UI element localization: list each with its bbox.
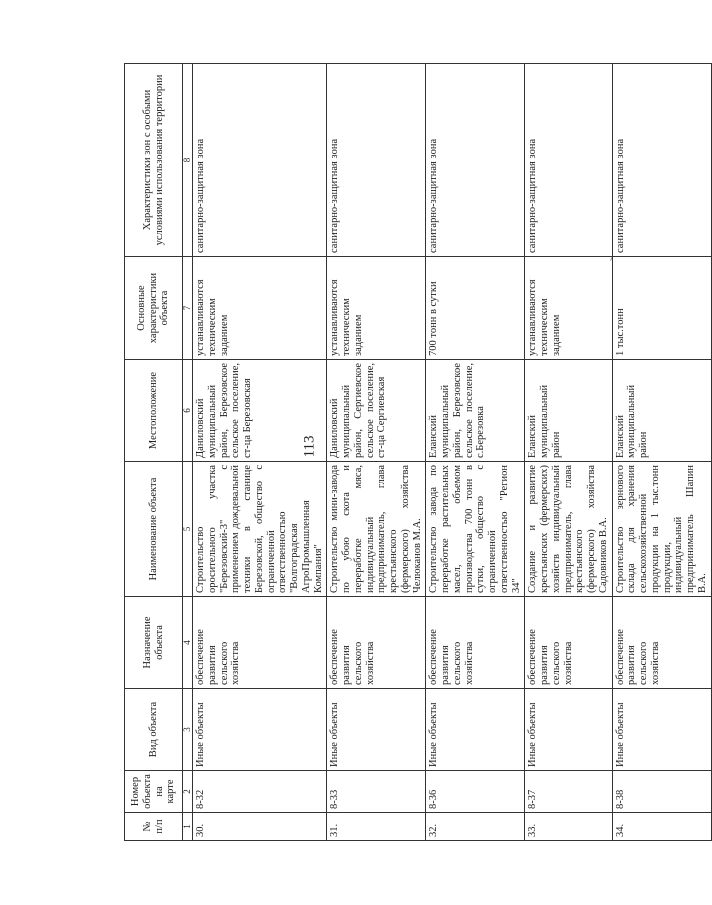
map-id: 8-36: [426, 771, 525, 813]
object-purpose: обеспечение развития сельского хозяйства: [426, 597, 525, 689]
table-row: [612, 64, 711, 841]
column-number: 7: [183, 257, 193, 360]
object-location: Еланский муниципальный район, Березовское сельское поселение, с.Березовка: [426, 360, 525, 462]
map-id: 8-33: [327, 771, 426, 813]
object-location: Даниловский муниципальный район, Сергиевское сельское поселение, ст-ца Сергиевская: [327, 360, 426, 462]
object-name: Строительство завода по переработке растительных масел, объемом производства 700 тонн в сутки, общество с ограниченной ответственностью "Регион 34": [426, 462, 525, 597]
object-purpose: обеспечение развития сельского хозяйства: [612, 597, 711, 689]
column-number: 4: [183, 597, 193, 689]
header-cell: Номер объекта на карте: [125, 771, 183, 813]
column-number: 2: [183, 771, 193, 813]
column-number: 6: [183, 360, 193, 462]
object-characteristics: устанавливаются техническим заданием: [327, 257, 426, 360]
object-characteristics: 700 тонн в сутки: [426, 257, 525, 360]
header-cell: Наименование объекта: [125, 462, 183, 597]
object-kind: Иные объекты: [193, 689, 327, 771]
map-id: 8-38: [612, 771, 711, 813]
object-name: Строительство мини-завода по убою скота и переработке мяса, индивидуальный предприниматель, глава крестьянского (фермерского) хозяйства Челюканов М.А.: [327, 462, 426, 597]
object-kind: Иные объекты: [327, 689, 426, 771]
header-cell: Назначение объекта: [125, 597, 183, 689]
object-purpose: обеспечение развития сельского хозяйства: [327, 597, 426, 689]
row-number: 30.: [193, 813, 327, 841]
column-number: 8: [183, 64, 193, 257]
row-number: 33.: [525, 813, 612, 841]
object-location: Еланский муниципальный район: [525, 360, 612, 462]
header-cell: Вид объекта: [125, 689, 183, 771]
object-location: Даниловский муниципальный район, Березовское сельское поселение, ст-ца Березовская: [193, 360, 327, 462]
header-cell: Характеристики зон с особыми условиями использования территории: [125, 64, 183, 257]
object-location: Еланский муниципальный район: [612, 360, 711, 462]
column-number: 5: [183, 462, 193, 597]
zone-characteristics: санитарно-защитная зона: [426, 64, 525, 257]
objects-table: [124, 63, 712, 841]
object-kind: Иные объекты: [525, 689, 612, 771]
zone-characteristics: санитарно-защитная зона: [525, 64, 612, 257]
table-row: [327, 64, 426, 841]
header-cell: Местоположение: [125, 360, 183, 462]
object-characteristics: устанавливаются техническим заданием: [193, 257, 327, 360]
object-characteristics: устанавливаются техническим заданием: [525, 257, 612, 360]
map-id: 8-32: [193, 771, 327, 813]
object-kind: Иные объекты: [612, 689, 711, 771]
header-row: [125, 64, 183, 841]
object-characteristics: 1 тыс.тонн: [612, 257, 711, 360]
object-name: Строительство зернового склада для хранения сельскохозяйственной продукции на 1 тыс.тонн продукции, индивидуальный предприниматель Шапин В.А.: [612, 462, 711, 597]
object-kind: Иные объекты: [426, 689, 525, 771]
row-number: 32.: [426, 813, 525, 841]
object-name: Создание и развитие крестьянских (фермерских) хозяйств индивидуальный предприниматель, глава крестьянского (фермерского) хозяйства Садовников В.А.: [525, 462, 612, 597]
table-row: [426, 64, 525, 841]
row-number: 31.: [327, 813, 426, 841]
object-purpose: обеспечение развития сельского хозяйства: [193, 597, 327, 689]
column-number-row: [183, 64, 193, 841]
zone-characteristics: санитарно-защитная зона: [612, 64, 711, 257]
row-number: 34.: [612, 813, 711, 841]
column-number: 1: [183, 813, 193, 841]
page-number: 113: [301, 435, 318, 458]
table-row: [525, 64, 612, 841]
zone-characteristics: санитарно-защитная зона: [193, 64, 327, 257]
header-cell: № п/п: [125, 813, 183, 841]
column-number: 3: [183, 689, 193, 771]
map-id: 8-37: [525, 771, 612, 813]
object-purpose: обеспечение развития сельского хозяйства: [525, 597, 612, 689]
object-name: Строительство оросительного участка "Березовский-3" с применением дождевальной техники в станице Березовской, общество с ограниченной ответственностью "Волгоградская АгроПромышленная Компания": [193, 462, 327, 597]
zone-characteristics: санитарно-защитная зона: [327, 64, 426, 257]
table-row: [193, 64, 327, 841]
header-cell: Основные характеристики объекта: [125, 257, 183, 360]
